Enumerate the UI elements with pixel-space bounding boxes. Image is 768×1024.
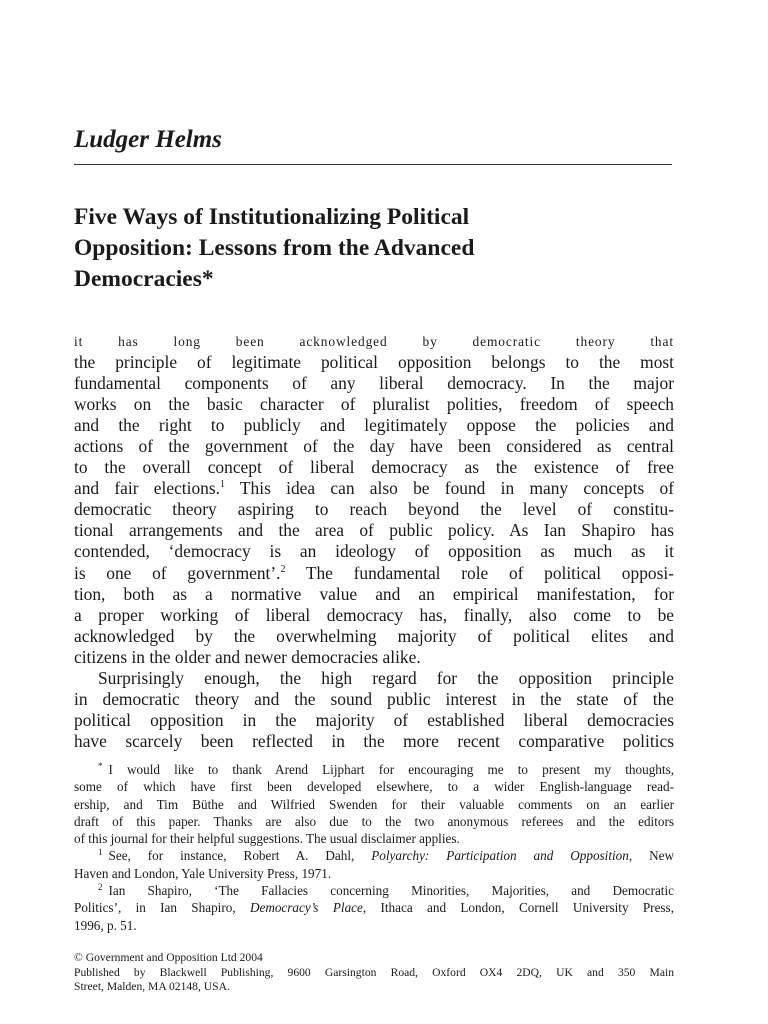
article-body (74, 331, 674, 752)
body-line: works on the basic character of pluralist polities, freedom of speech (74, 394, 674, 415)
footnote-text: , New (628, 848, 674, 864)
footnotes (74, 761, 674, 934)
footnote-2 (74, 882, 674, 899)
footnote-ref-1[interactable]: 1 (219, 479, 225, 491)
body-line-last: citizens in the older and newer democracies alike. (74, 646, 421, 667)
footnote-line: 1996, p. 51. (74, 917, 137, 933)
body-text: and fair elections. (74, 478, 220, 499)
body-line: tion, both as a normative value and an empirical manifestation, for (74, 583, 674, 604)
publisher-line: Street, Malden, MA 02148, USA. (74, 980, 230, 994)
book-title: Polyarchy: Participation and Opposition (371, 848, 629, 864)
body-line: actions of the government of the day have been considered as central (74, 436, 674, 457)
body-line: a proper working of liberal democracy has, finally, also come to be (74, 604, 674, 625)
footnote-1-mark: 1 (98, 847, 103, 858)
body-line: acknowledged by the overwhelming majority of political elites and (74, 625, 674, 646)
footnote-line: Haven and London, Yale University Press, 1971. (74, 865, 332, 881)
copyright-line: © Government and Opposition Ltd 2004 (74, 951, 263, 964)
body-line: Surprisingly enough, the high regard for the opposition principle (98, 667, 674, 688)
body-line: have scarcely been reflected in the more recent comparative politics (74, 730, 674, 751)
body-line: contended, ‘democracy is an ideology of opposition as much as it (74, 541, 674, 562)
footnote-text: Ian Shapiro, ‘The Fallacies concerning Minorities, Majorities, and Democratic (108, 883, 674, 899)
book-title: Democracy’s Place (249, 900, 363, 916)
author-name: Ludger Helms (74, 126, 222, 153)
footnote-line: some of which have first been developed elsewhere, to a wider English-language read- (74, 779, 674, 795)
title-line: Opposition: Lessons from the Advanced (74, 235, 475, 261)
body-line: the principle of legitimate political opposition belongs to the most (74, 352, 674, 373)
opening-small-caps: it has long been acknowledged by democratic theory that (74, 334, 674, 349)
footnote-line (74, 899, 674, 916)
article-title (74, 202, 672, 295)
footnote-star-line (74, 761, 674, 778)
body-line: in democratic theory and the sound public interest in the state of the (74, 688, 674, 709)
body-text: The fundamental role of political opposi- (285, 562, 674, 583)
body-line: democratic theory aspiring to reach beyond the level of constitu- (74, 499, 674, 520)
footnote-star-mark: * (98, 761, 103, 771)
footnote-line: of this journal for their helpful suggestions. The usual disclaimer applies. (74, 831, 460, 847)
footnote-ref-2[interactable]: 2 (280, 563, 286, 575)
footnote-text: Politics’, in Ian Shapiro, (74, 900, 250, 916)
body-line: to the overall concept of liberal democracy as the existence of free (74, 457, 674, 478)
footnote-text: , Ithaca and London, Cornell University Press, (362, 900, 674, 916)
body-line (74, 563, 674, 584)
body-text: This idea can also be found in many concepts of (224, 478, 674, 499)
footnote-line: ership, and Tim Büthe and Wilfried Swenden for their valuable comments on an earlier (74, 796, 674, 812)
body-text: is one of government’. (74, 562, 281, 583)
footnote-text: I would like to thank Arend Lijphart for encouraging me to present my thoughts, (108, 762, 674, 777)
title-line: Democracies* (74, 266, 214, 292)
body-line (74, 478, 674, 499)
footnote-1 (74, 847, 674, 864)
publisher-line: Published by Blackwell Publishing, 9600 Garsington Road, Oxford OX4 2DQ, UK and 350 Main (74, 965, 674, 979)
body-line: and the right to publicly and legitimately oppose the policies and (74, 415, 674, 436)
footnote-line: draft of this paper. Thanks are also due to the two anonymous referees and the editors (74, 813, 674, 829)
body-line: political opposition in the majority of established liberal democracies (74, 709, 674, 730)
footnote-text: See, for instance, Robert A. Dahl, (108, 848, 372, 864)
body-line: fundamental components of any liberal democracy. In the major (74, 373, 674, 394)
footnote-2-mark: 2 (98, 882, 103, 893)
body-line: tional arrangements and the area of public policy. As Ian Shapiro has (74, 520, 674, 541)
publisher-info (74, 951, 674, 995)
title-line: Five Ways of Institutionalizing Political (74, 204, 470, 230)
header-rule (74, 164, 672, 165)
